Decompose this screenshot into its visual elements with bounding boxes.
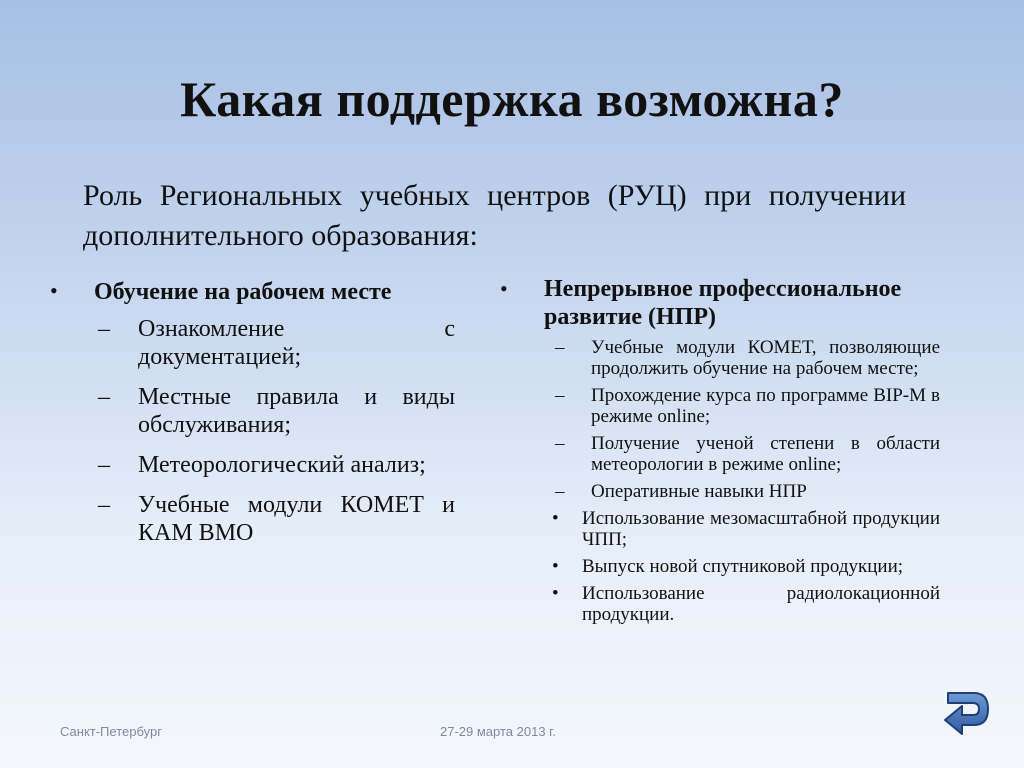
dash-marker: – [98, 492, 110, 518]
sub-list-item: • Использование радиолокационной продукции. [552, 583, 940, 625]
slide-subtitle: Роль Региональных учебных центров (РУЦ) при получении дополнительного образования: [83, 179, 906, 252]
dash-marker: – [98, 384, 110, 410]
dot-marker: • [552, 583, 559, 604]
list-item: – Местные правила и виды обслуживания; [98, 384, 455, 438]
list-item: – Метеорологический анализ; [98, 452, 426, 478]
left-list [98, 315, 455, 547]
list-item: – Оперативные навыки НПР [555, 481, 807, 502]
slide-title: Какая поддержка возможна? [180, 71, 844, 127]
sub-list-item: • Использование мезомасштабной продукции ЧПП; [552, 508, 940, 550]
bullet-marker: • [500, 276, 508, 301]
right-list [555, 337, 940, 502]
footer-location: Санкт-Петербург [60, 724, 162, 739]
dash-marker: – [98, 316, 110, 342]
right-heading: Непрерывное профессиональное развитие (НПР) [544, 276, 902, 330]
right-heading-item [500, 275, 940, 331]
left-column [50, 277, 455, 559]
dot-marker: • [552, 556, 559, 577]
list-item: – Прохождение курса по программе BIP-M в режиме online; [555, 385, 940, 427]
dot-marker: • [552, 508, 559, 529]
list-item: – Учебные модули КОМЕТ и КАМ ВМО [98, 492, 455, 546]
dash-marker: – [555, 433, 565, 454]
dash-marker: – [555, 337, 565, 358]
left-heading-item [50, 277, 455, 307]
dash-marker: – [555, 481, 565, 502]
dash-marker: – [98, 452, 110, 478]
return-arrow-icon[interactable] [942, 687, 992, 739]
dash-marker: – [555, 385, 565, 406]
list-item: – Получение ученой степени в области метеорологии в режиме online; [555, 433, 940, 475]
left-heading: Обучение на рабочем месте [94, 279, 392, 305]
right-sublist [552, 508, 940, 625]
list-item: – Ознакомление с документацией; [98, 316, 455, 370]
footer-date: 27-29 марта 2013 г. [440, 724, 556, 739]
list-item: – Учебные модули КОМЕТ, позволяющие продолжить обучение на рабочем месте; [555, 337, 940, 379]
sub-list-item: • Выпуск новой спутниковой продукции; [552, 556, 904, 577]
right-column [500, 275, 940, 631]
bullet-marker: • [50, 278, 58, 303]
